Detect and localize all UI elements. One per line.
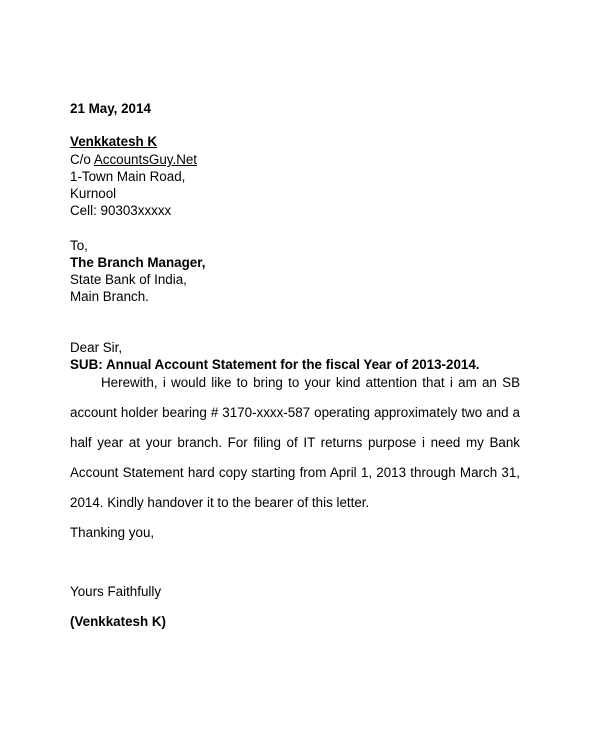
body-line: account holder bearing # 3170-xxxx-587 operating approximately two and a: [70, 405, 520, 420]
closing-line: Yours Faithfully: [70, 584, 162, 599]
salutation: Dear Sir,: [70, 340, 123, 355]
letter-date: 21 May, 2014: [70, 101, 151, 116]
recipient-bank: State Bank of India,: [70, 272, 187, 287]
sender-address-line: 1-Town Main Road,: [70, 169, 186, 184]
thanks-line: Thanking you,: [70, 525, 155, 540]
recipient-to: To,: [70, 238, 88, 253]
recipient-title: The Branch Manager,: [70, 255, 206, 270]
sender-name: Venkkatesh K: [70, 134, 158, 149]
signature-line: (Venkkatesh K): [70, 614, 167, 629]
recipient-branch: Main Branch.: [70, 289, 149, 304]
subject-line: SUB: Annual Account Statement for the fiscal Year of 2013-2014.: [70, 357, 480, 372]
sender-city: Kurnool: [70, 186, 117, 201]
body-line: half year at your branch. For filing of IT returns purpose i need my Bank: [70, 435, 520, 450]
sender-cell: Cell: 90303xxxxx: [70, 203, 172, 218]
sender-care-of: [70, 152, 197, 168]
body-line: Herewith, i would like to bring to your kind attention that i am an SB: [101, 375, 520, 390]
body-line: 2014. Kindly handover it to the bearer of this letter.: [70, 495, 370, 510]
body-line: Account Statement hard copy starting from April 1, 2013 through March 31,: [70, 465, 520, 480]
care-of-link[interactable]: AccountsGuy.Net: [93, 152, 198, 167]
care-of-prefix: C/o: [70, 152, 94, 167]
